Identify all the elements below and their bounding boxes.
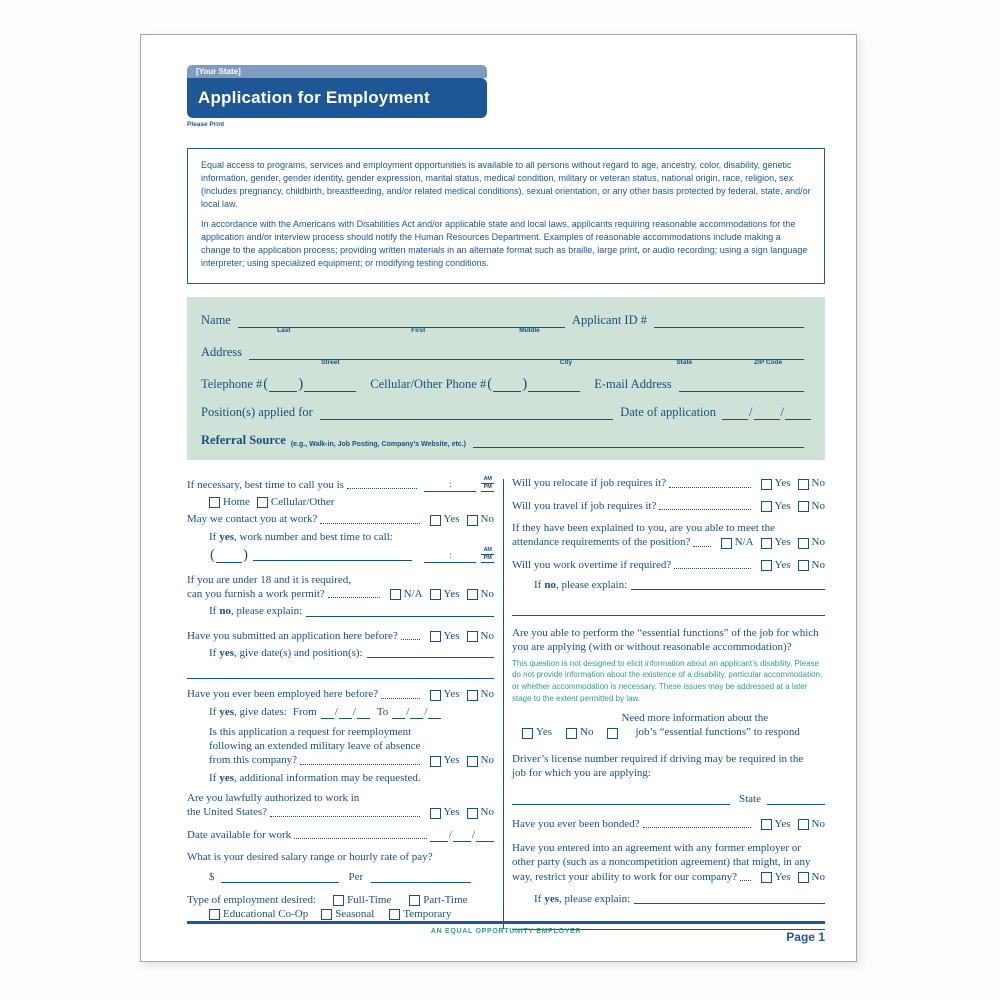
- close-paren: ): [298, 376, 304, 393]
- dotted-leader: [740, 880, 751, 881]
- name-sub-middle: Middle: [519, 327, 540, 335]
- attendance-row-1: [512, 521, 825, 535]
- travel-row: [512, 499, 825, 513]
- application-date-day-input[interactable]: [754, 406, 780, 420]
- cellular-area-input[interactable]: [493, 378, 521, 392]
- equal-access-paragraph: Equal access to programs, services and employment opportunities is available to all persons without regard to age, ancestry, color, disability, genetic information, gender, gender identity, gender expression, marital status, medical condition, military or veteran status, national origin, race, religion, sex (includes pregnancy, childbirth, breastfeeding, and/or related medical conditions), sexual orientation, or any other basis protected by federal, state, and/or local law.: [201, 160, 811, 210]
- contact-at-work-question: May we contact you at work?: [187, 513, 318, 526]
- dates-positions-input-2[interactable]: [187, 665, 494, 679]
- from-day-input[interactable]: [339, 708, 352, 719]
- telephone-label: Telephone #: [201, 377, 263, 392]
- need-more-info-checkbox[interactable]: [607, 728, 618, 739]
- to-day-input[interactable]: [410, 708, 423, 719]
- column-divider: [503, 479, 504, 929]
- lawful-question-line2: the United States?: [187, 806, 268, 819]
- pm-label: PM: [481, 484, 494, 492]
- telephone-number-input[interactable]: [304, 378, 356, 392]
- employed-before-yes-checkbox[interactable]: [430, 690, 441, 701]
- agreement-question-line3: way, restrict your ability to work for our company?: [512, 870, 738, 883]
- seasonal-checkbox[interactable]: [321, 909, 332, 920]
- am-label: AM: [483, 547, 492, 554]
- need-more-info-line2: job’s “essential functions” to respond: [635, 726, 800, 739]
- address-sub-zip: ZIP Code: [754, 359, 783, 367]
- if-word: If: [209, 771, 217, 784]
- if-no-explain-text: , please explain:: [555, 578, 628, 591]
- reemployment-note-row: [209, 771, 494, 785]
- attendance-row-2: [512, 535, 825, 549]
- referral-input-line[interactable]: [473, 434, 804, 448]
- essential-question-line2: you are applying (with or without reasonable accommodation)?: [512, 641, 792, 654]
- yes-label: Yes: [443, 806, 460, 819]
- page-number: Page 1: [786, 930, 825, 944]
- yes-label: Yes: [774, 477, 791, 490]
- relocate-question: Will you relocate if job requires it?: [512, 477, 667, 490]
- if-yes-additional-text: , additional information may be requested.: [234, 771, 421, 784]
- bonded-no-checkbox[interactable]: [798, 819, 809, 830]
- overtime-explain-input[interactable]: [631, 579, 825, 590]
- email-input-line[interactable]: [679, 378, 804, 392]
- license-number-input[interactable]: [512, 794, 730, 805]
- application-date-year-input[interactable]: [785, 406, 811, 420]
- no-label: No: [480, 588, 494, 601]
- address-row: [201, 345, 811, 367]
- seasonal-label: Seasonal: [335, 907, 375, 920]
- part-time-checkbox[interactable]: [409, 895, 420, 906]
- if-word: If: [209, 605, 217, 618]
- slash: /: [471, 828, 475, 841]
- name-label: Name: [201, 313, 231, 328]
- bonded-question: Have you ever been bonded?: [512, 817, 640, 830]
- per-label: Per: [348, 871, 364, 884]
- reemployment-row-3: [209, 753, 494, 767]
- cellular-other-checkbox[interactable]: [257, 497, 268, 508]
- relocate-row: [512, 476, 825, 490]
- yes-label: Yes: [774, 817, 791, 830]
- address-sub-city: City: [559, 359, 573, 367]
- lawful-row-1: [187, 791, 494, 805]
- essential-answer-row: [512, 711, 825, 740]
- yes-label: Yes: [774, 499, 791, 512]
- dotted-leader: [270, 816, 419, 817]
- license-question-line1: Driver’s license number required if driving may be required in the: [512, 752, 804, 765]
- if-no-explain-text: , please explain:: [230, 605, 303, 618]
- overtime-question: Will you work overtime if required?: [512, 558, 672, 571]
- yes-label: Yes: [774, 558, 791, 571]
- dotted-leader: [320, 523, 419, 524]
- dotted-leader: [294, 838, 427, 839]
- yes-label: Yes: [443, 588, 460, 601]
- reemployment-question-line3: from this company?: [209, 754, 297, 767]
- dotted-leader: [381, 698, 419, 699]
- work-number-input[interactable]: [253, 550, 412, 561]
- under-18-question-line2: can you furnish a work permit?: [187, 588, 325, 601]
- need-more-info-label: [621, 711, 799, 740]
- contact-work-no-checkbox[interactable]: [467, 515, 478, 526]
- date-of-application-label: Date of application: [620, 405, 717, 420]
- work-best-time-input[interactable]: [424, 550, 476, 563]
- am-label: AM: [483, 476, 492, 483]
- to-year-input[interactable]: [428, 708, 441, 719]
- open-paren: (: [263, 376, 269, 393]
- work-permit-na-checkbox[interactable]: [390, 589, 401, 600]
- date-available-question: Date available for work: [187, 828, 292, 841]
- essential-question-line1: Are you able to perform the “essential functions” of the job for which: [512, 627, 819, 640]
- yes-label: Yes: [443, 688, 460, 701]
- slash: /: [749, 405, 753, 420]
- employed-before-no-checkbox[interactable]: [467, 690, 478, 701]
- salary-question: What is your desired salary range or hourly rate of pay?: [187, 850, 433, 863]
- salary-amount-input[interactable]: [221, 872, 339, 883]
- lawful-yes-checkbox[interactable]: [430, 808, 441, 819]
- bonded-row: [512, 817, 825, 831]
- yes-label: Yes: [443, 629, 460, 642]
- no-label: No: [480, 754, 494, 767]
- work-area-code-input[interactable]: [216, 549, 242, 563]
- attendance-question-line2: attendance requirements of the position?: [512, 536, 691, 549]
- application-form-page: [140, 34, 857, 962]
- overtime-row: [512, 558, 825, 572]
- yes-label: Yes: [443, 754, 460, 767]
- open-paren: (: [487, 376, 493, 393]
- temporary-checkbox[interactable]: [389, 909, 400, 920]
- if-yes-work-number-row: [209, 530, 494, 544]
- reemployment-row-2: [209, 739, 494, 753]
- dotted-leader: [643, 827, 751, 828]
- pm-label: PM: [481, 555, 494, 563]
- am-pm-marks: [481, 547, 494, 563]
- dotted-leader: [693, 546, 710, 547]
- contact-work-yes-checkbox[interactable]: [430, 515, 441, 526]
- to-label: To: [376, 705, 389, 718]
- slash: /: [780, 405, 784, 420]
- from-year-input[interactable]: [357, 708, 370, 719]
- no-label: No: [811, 536, 825, 549]
- footer-rule: [187, 921, 825, 924]
- reemployment-question-line2: following an extended military leave of absence: [209, 740, 421, 753]
- address-sub-street: Street: [321, 359, 340, 367]
- no-label: No: [811, 558, 825, 571]
- attendance-na-checkbox[interactable]: [721, 538, 732, 549]
- equal-access-notice-box: [187, 148, 825, 284]
- dotted-leader: [347, 488, 418, 489]
- submitted-before-row: [187, 629, 494, 643]
- best-time-row: [187, 476, 494, 492]
- yes-bold: yes: [544, 892, 559, 905]
- submitted-before-no-checkbox[interactable]: [467, 631, 478, 642]
- full-time-checkbox[interactable]: [333, 895, 344, 906]
- if-word: If: [534, 578, 542, 591]
- slash: /: [448, 828, 452, 841]
- work-permit-yes-checkbox[interactable]: [430, 589, 441, 600]
- slash: /: [334, 705, 338, 718]
- no-label: No: [580, 726, 594, 739]
- license-state-input[interactable]: [767, 794, 825, 805]
- reemployment-question-line1: Is this application a request for reemployment: [209, 725, 412, 738]
- agreement-row-3: [512, 870, 825, 884]
- address-label: Address: [201, 345, 242, 360]
- name-input-line[interactable]: [238, 314, 565, 335]
- essential-row-2: [512, 640, 825, 654]
- no-label: No: [480, 513, 494, 526]
- state-tab: [187, 65, 487, 78]
- dotted-leader: [300, 764, 420, 765]
- referral-source-label: Referral Source: [201, 433, 286, 448]
- address-input-line[interactable]: [249, 346, 804, 367]
- state-tab-label: [Your State]: [196, 67, 241, 76]
- agreement-explain-input[interactable]: [634, 893, 825, 904]
- reemployment-row-1: [209, 725, 494, 739]
- under-18-question-line1: If you are under 18 and it is required,: [187, 573, 352, 586]
- name-row: [201, 313, 811, 335]
- lawful-no-checkbox[interactable]: [467, 808, 478, 819]
- yes-label: Yes: [536, 726, 553, 739]
- if-word: If: [209, 705, 217, 718]
- please-print-label: Please Print: [187, 121, 225, 128]
- attendance-question-line1: If they have been explained to you, are you able to meet the: [512, 521, 775, 534]
- questions-left-column: [187, 476, 494, 937]
- phone-row: [201, 377, 811, 392]
- applicant-id-input-line[interactable]: [654, 314, 804, 328]
- positions-input-line[interactable]: [320, 406, 613, 420]
- bonded-yes-checkbox[interactable]: [761, 819, 772, 830]
- cellular-other-checkbox-label: Cellular/Other: [270, 496, 335, 509]
- cellular-label: Cellular/Other Phone #: [370, 377, 487, 392]
- colon: :: [449, 549, 452, 560]
- best-time-question: If necessary, best time to call you is: [187, 478, 344, 491]
- if-word: If: [209, 646, 217, 659]
- no-label: No: [480, 629, 494, 642]
- salary-per-input[interactable]: [371, 872, 471, 883]
- temporary-label: Temporary: [403, 907, 452, 920]
- slash: /: [406, 705, 410, 718]
- dollar-sign: $: [209, 871, 215, 884]
- dotted-leader: [328, 597, 380, 598]
- name-sub-last: Last: [277, 327, 291, 335]
- slash: /: [424, 705, 428, 718]
- essential-yes-checkbox[interactable]: [522, 728, 533, 739]
- to-month-input[interactable]: [392, 708, 405, 719]
- under-18-row-2: [187, 587, 494, 601]
- positions-label: Position(s) applied for: [201, 405, 313, 420]
- call-location-row: [209, 495, 494, 509]
- reemployment-yes-checkbox[interactable]: [430, 756, 441, 767]
- yes-bold: yes: [219, 705, 234, 718]
- from-label: From: [292, 705, 317, 718]
- no-label: No: [811, 870, 825, 883]
- personal-info-panel: [187, 297, 825, 460]
- contact-at-work-row: [187, 512, 494, 526]
- am-pm-marks: [481, 476, 494, 492]
- agreement-row-1: [512, 841, 825, 855]
- if-word: If: [209, 530, 217, 543]
- employed-before-question: Have you ever been employed here before?: [187, 688, 379, 701]
- reemployment-no-checkbox[interactable]: [467, 756, 478, 767]
- best-time-input[interactable]: [424, 479, 476, 492]
- essential-no-checkbox[interactable]: [566, 728, 577, 739]
- travel-question: Will you travel if job requires it?: [512, 499, 657, 512]
- position-row: [201, 405, 811, 420]
- if-word: If: [534, 892, 542, 905]
- salary-input-row: [209, 870, 494, 884]
- if-yes-datepos-text: , give date(s) and position(s):: [234, 646, 363, 659]
- slash: /: [352, 705, 356, 718]
- agreement-question-line1: Have you entered into an agreement with any former employer or: [512, 841, 801, 854]
- no-bold: no: [544, 578, 556, 591]
- employment-type-row-2: [209, 907, 494, 921]
- form-title: Application for Employment: [198, 88, 430, 107]
- full-time-label: Full-Time: [347, 893, 392, 906]
- no-label: No: [480, 688, 494, 701]
- application-date-month-input[interactable]: [722, 406, 748, 420]
- form-title-bar: [187, 78, 487, 118]
- agreement-no-checkbox[interactable]: [798, 872, 809, 883]
- address-sub-state: State: [676, 359, 693, 367]
- na-label: N/A: [403, 588, 423, 601]
- essential-functions-note: This question is not designed to elicit information about an applicant’s disability. Please do not provide information about the existence of a disability, particular accommodation, or whether accommodation is necessary. These issues may be addressed at a later stage to the extent permitted by law.: [512, 658, 823, 703]
- questions-right-column: [512, 476, 825, 937]
- dotted-leader: [674, 568, 750, 569]
- available-day-input[interactable]: [453, 831, 471, 842]
- close-paren: ): [522, 376, 528, 393]
- license-row-2: [512, 766, 825, 780]
- available-month-input[interactable]: [430, 831, 448, 842]
- agreement-explain-row: [534, 892, 825, 906]
- employment-type-question: Type of employment desired:: [187, 893, 317, 906]
- colon: :: [449, 479, 452, 490]
- available-year-input[interactable]: [476, 831, 494, 842]
- no-label: No: [811, 817, 825, 830]
- from-month-input[interactable]: [321, 708, 334, 719]
- if-yes-work-text: , work number and best time to call:: [234, 530, 393, 543]
- license-input-row: [512, 792, 825, 806]
- yes-bold: yes: [219, 771, 234, 784]
- travel-yes-checkbox[interactable]: [761, 501, 772, 512]
- travel-no-checkbox[interactable]: [798, 501, 809, 512]
- work-number-row: [209, 547, 494, 563]
- email-label: E-mail Address: [594, 377, 672, 392]
- yes-label: Yes: [443, 513, 460, 526]
- permit-explain-row: [209, 604, 494, 618]
- overtime-explain-row: [534, 578, 825, 592]
- attendance-no-checkbox[interactable]: [798, 538, 809, 549]
- salary-question-row: [187, 850, 494, 864]
- employment-dates-row: [209, 705, 494, 719]
- no-label: No: [480, 806, 494, 819]
- educational-coop-checkbox[interactable]: [209, 909, 220, 920]
- employed-before-row: [187, 687, 494, 701]
- yes-bold: yes: [219, 646, 234, 659]
- agreement-question-line2: other party (such as a noncompetition agreement) that might, in any: [512, 856, 811, 869]
- license-question-line2: job for which you are applying:: [512, 767, 651, 780]
- applicant-id-label: Applicant ID #: [572, 313, 647, 328]
- referral-row: [201, 433, 811, 448]
- yes-label: Yes: [774, 536, 791, 549]
- submitted-before-question: Have you submitted an application here before?: [187, 629, 398, 642]
- ada-accommodations-paragraph: In accordance with the Americans with Disabilities Act and/or applicable state and local laws, applicants requiring reasonable accommodations for the application and/or interview process should notify the Human Resources Department. Examples of reasonable accommodations include making a change to the application process; providing written materials in an alternate format such as braille, large print, or audio recording; using a sign language interpreter; using specialized equipment; or modifying testing conditions.: [201, 219, 808, 269]
- home-checkbox[interactable]: [209, 497, 220, 508]
- dotted-leader: [401, 639, 420, 640]
- part-time-label: Part-Time: [423, 893, 468, 906]
- overtime-yes-checkbox[interactable]: [761, 560, 772, 571]
- overtime-no-checkbox[interactable]: [798, 560, 809, 571]
- open-paren: (: [210, 546, 215, 563]
- form-footer: [187, 921, 825, 944]
- attendance-yes-checkbox[interactable]: [761, 538, 772, 549]
- work-permit-explain-input[interactable]: [306, 606, 494, 617]
- relocate-no-checkbox[interactable]: [798, 479, 809, 490]
- form-content: [141, 35, 856, 961]
- educational-coop-label: Educational Co-Op: [223, 907, 309, 920]
- referral-source-hint: (e.g., Walk-in, Job Posting, Company’s Website, etc.): [290, 441, 466, 449]
- submitted-datepos-row: [209, 646, 494, 660]
- relocate-yes-checkbox[interactable]: [761, 479, 772, 490]
- work-permit-no-checkbox[interactable]: [467, 589, 478, 600]
- overtime-explain-input-2[interactable]: [512, 602, 825, 616]
- if-yes-dates-text: , give dates:: [234, 705, 287, 718]
- no-label: No: [811, 499, 825, 512]
- agreement-row-2: [512, 855, 825, 869]
- no-bold: no: [219, 605, 231, 618]
- dotted-leader: [659, 509, 750, 510]
- yes-bold: yes: [219, 530, 234, 543]
- questions-section: [187, 476, 825, 937]
- if-yes-explain-text: , please explain:: [559, 892, 631, 905]
- lawful-question-line1: Are you lawfully authorized to work in: [187, 792, 360, 805]
- submitted-before-yes-checkbox[interactable]: [430, 631, 441, 642]
- home-checkbox-label: Home: [223, 496, 250, 509]
- employment-type-row-1: [187, 893, 494, 907]
- telephone-area-input[interactable]: [269, 378, 297, 392]
- lawful-row-2: [187, 805, 494, 819]
- cellular-number-input[interactable]: [528, 378, 580, 392]
- need-more-info-line1: Need more information about the: [621, 712, 769, 725]
- license-row-1: [512, 752, 825, 766]
- yes-label: Yes: [774, 870, 791, 883]
- no-label: No: [811, 477, 825, 490]
- close-paren: ): [243, 546, 248, 563]
- state-label: State: [739, 793, 761, 806]
- agreement-yes-checkbox[interactable]: [761, 872, 772, 883]
- name-sub-first: First: [411, 327, 426, 335]
- dates-positions-input[interactable]: [367, 647, 494, 658]
- dotted-leader: [669, 487, 750, 488]
- essential-row-1: [512, 626, 825, 640]
- eeo-statement: AN EQUAL OPPORTUNITY EMPLOYER: [430, 928, 582, 935]
- under-18-row-1: [187, 573, 494, 587]
- date-available-row: [187, 828, 494, 842]
- na-label: N/A: [734, 536, 754, 549]
- form-header: [187, 65, 825, 128]
